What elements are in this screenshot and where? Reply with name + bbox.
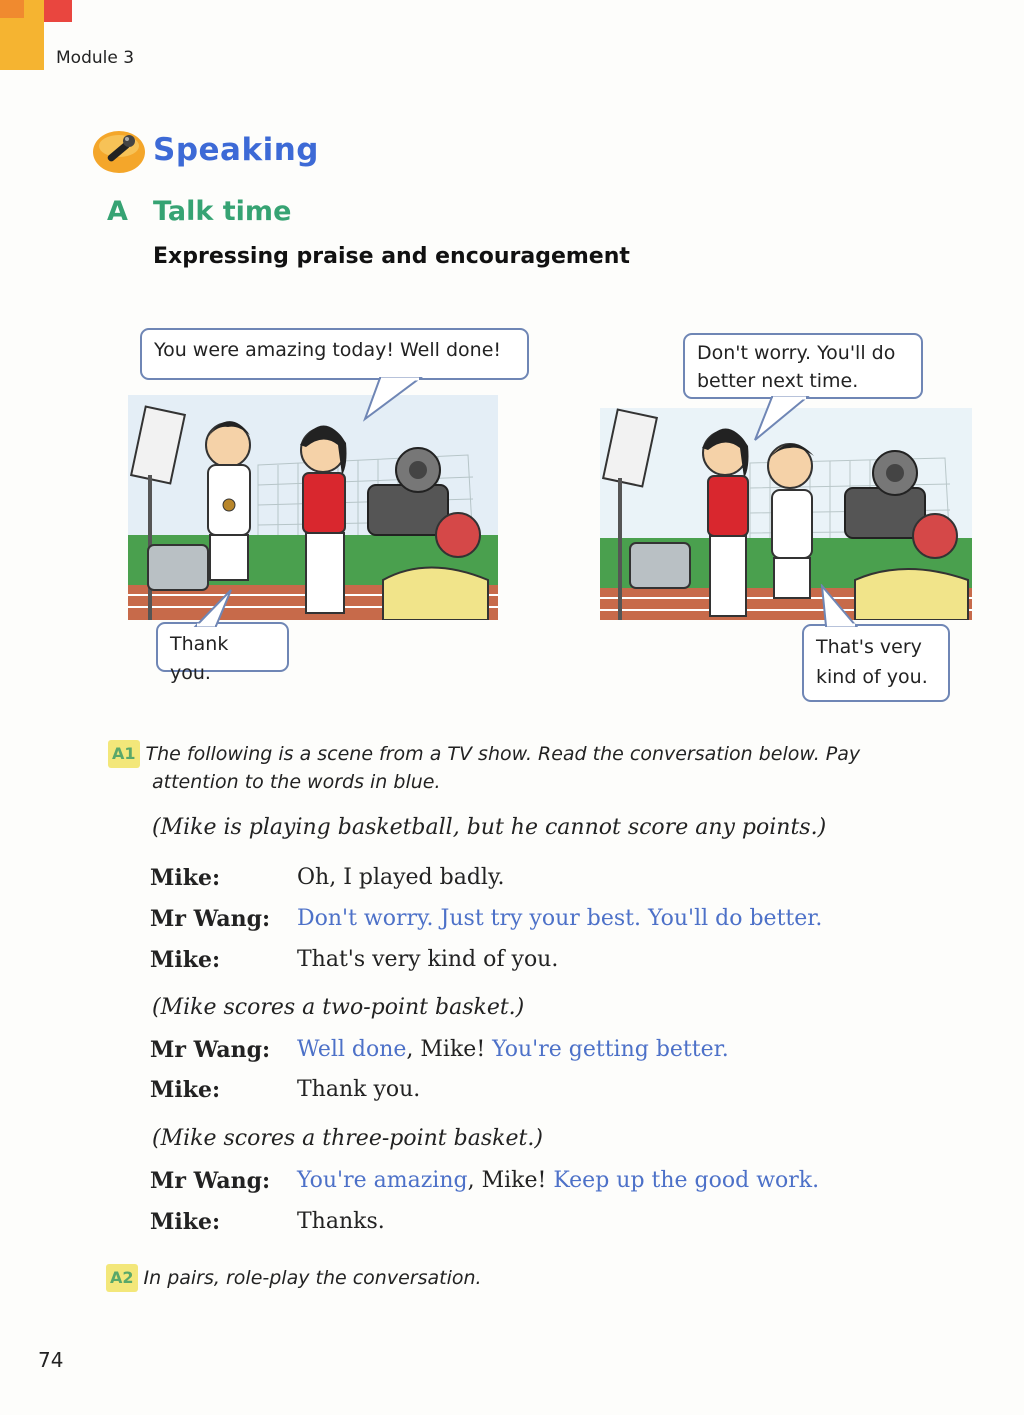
corner-decoration-red <box>44 0 72 22</box>
module-label: Module 3 <box>56 48 135 68</box>
a2-badge: A2 <box>106 1264 138 1292</box>
bubble-tail <box>818 584 868 628</box>
subsection-title: Talk time <box>153 196 292 227</box>
dialogue-line <box>297 1168 819 1193</box>
speech-bubble-text: Don't worry. You'll do <box>697 342 896 364</box>
stage-direction: (Mike scores a three-point basket.) <box>152 1126 543 1151</box>
speech-bubble-text: You were amazing today! Well done! <box>154 339 502 361</box>
bubble-tail <box>752 396 822 442</box>
praise-phrase: You're amazing <box>297 1168 468 1193</box>
speech-bubble-thanks <box>156 622 289 684</box>
praise-phrase: Well done <box>297 1037 407 1062</box>
speech-bubble-text: better next time. <box>697 370 859 392</box>
speech-bubble-encourage <box>683 333 923 399</box>
speech-bubble-kind <box>802 624 950 702</box>
speaker-label: Mike: <box>150 1209 221 1235</box>
speech-bubble-text: kind of you. <box>816 666 928 688</box>
section-title: Speaking <box>153 132 319 168</box>
illustration-praise <box>128 395 498 620</box>
page-number: 74 <box>38 1348 64 1372</box>
dialogue-line: That's very kind of you. <box>297 947 559 972</box>
praise-phrase: You're getting better. <box>492 1037 729 1062</box>
praise-phrase: Keep up the good work. <box>553 1168 820 1193</box>
dialogue-line: Thanks. <box>297 1209 385 1234</box>
speaker-label: Mr Wang: <box>150 906 271 932</box>
speaker-label: Mike: <box>150 1077 221 1103</box>
subsection-letter: A <box>107 196 128 227</box>
a1-line2: attention to the words in blue. <box>152 771 441 793</box>
dialogue-line <box>297 1037 729 1062</box>
a2-instruction <box>106 1264 482 1293</box>
speech-bubble-text: That's very <box>816 636 922 658</box>
corner-decoration-orange <box>0 0 24 18</box>
a1-instruction <box>108 740 860 769</box>
dialogue-line: Don't worry. Just try your best. You'll do better. <box>297 906 823 931</box>
a1-badge: A1 <box>108 740 140 768</box>
dialogue-text: , Mike! <box>467 1168 554 1193</box>
speaker-label: Mike: <box>150 865 221 891</box>
stage-direction: (Mike scores a two-point basket.) <box>152 995 525 1020</box>
speaker-label: Mr Wang: <box>150 1037 271 1063</box>
speech-bubble-praise <box>140 328 529 380</box>
speaker-label: Mike: <box>150 947 221 973</box>
dialogue-line: Oh, I played badly. <box>297 865 505 890</box>
speaker-label: Mr Wang: <box>150 1168 271 1194</box>
dialogue-line: Thank you. <box>297 1077 421 1102</box>
stage-direction: (Mike is playing basketball, but he cannot score any points.) <box>152 815 827 840</box>
dialogue-text: , Mike! <box>406 1037 493 1062</box>
bubble-tail <box>186 588 246 628</box>
topic-heading: Expressing praise and encouragement <box>153 244 630 269</box>
speech-bubble-text: Thank you. <box>170 633 229 684</box>
a2-text: In pairs, role-play the conversation. <box>143 1267 482 1289</box>
bubble-tail <box>360 377 440 422</box>
a1-line1: The following is a scene from a TV show. Read the conversation below. Pay <box>145 743 861 765</box>
microphone-icon <box>92 126 146 174</box>
